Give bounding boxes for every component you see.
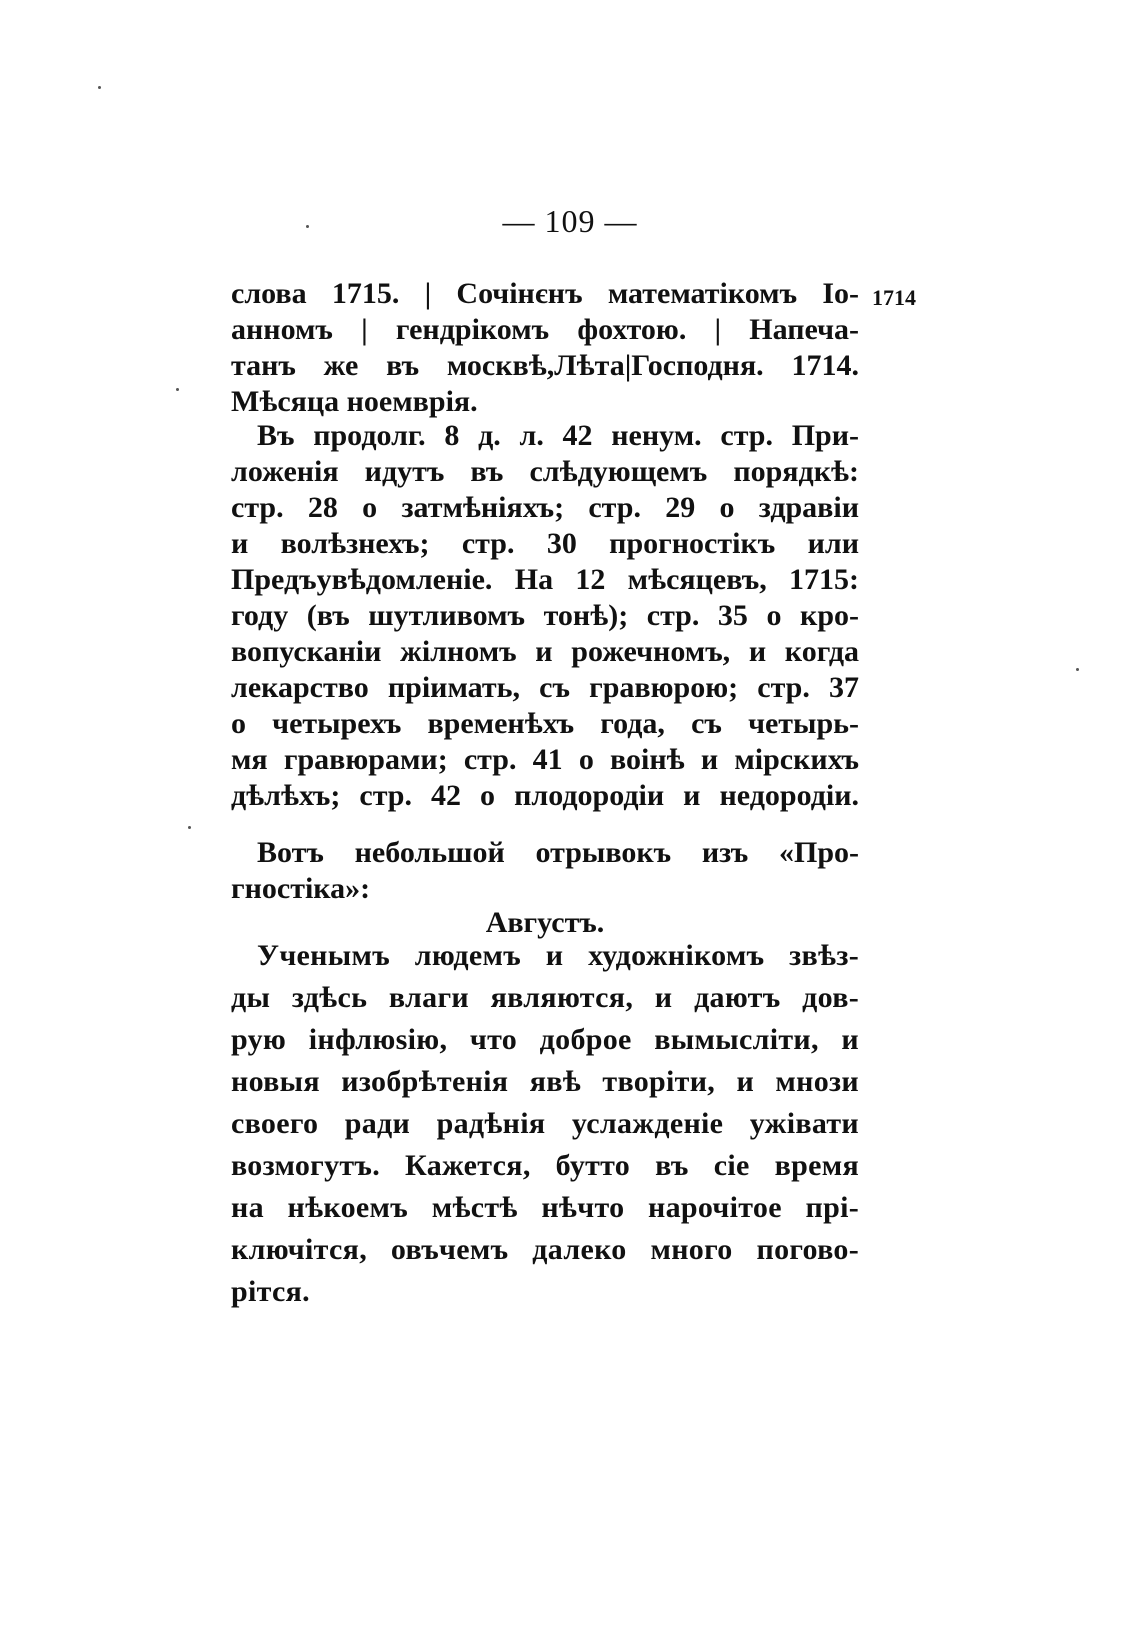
description-line: году (въ шутливомъ тонѣ); стр. 35 о кро-	[231, 599, 859, 632]
description-line: лекарство пріимать, съ гравюрою; стр. 37	[231, 671, 859, 704]
title-entry	[231, 276, 859, 420]
excerpt-line: своего ради радѣнія услажденіе ужівати	[231, 1107, 859, 1140]
excerpt-line: Ученымъ людемъ и художнікомъ звѣз-	[257, 939, 859, 972]
excerpt-line: ключітся, овъчемъ далеко много погово-	[231, 1233, 859, 1266]
excerpt-line: на нѣкоемъ мѣстѣ нѣчто нарочітое прі-	[231, 1191, 859, 1224]
scan-speck	[98, 86, 101, 89]
margin-year-note: 1714	[872, 285, 916, 310]
description-line: о четырехъ временѣхъ года, съ четырь-	[231, 707, 859, 740]
excerpt-heading: Августъ.	[485, 906, 605, 939]
excerpt-line: рую інфлюѕію, что доброе вымысліти, и	[231, 1023, 859, 1056]
description-paragraph	[231, 418, 859, 814]
scan-speck	[176, 388, 179, 391]
excerpt-line: новыя изобрѣтенія явѣ творіти, и мнози	[231, 1065, 859, 1098]
excerpt-line: ды здѣсь влаги являются, и даютъ дов-	[231, 981, 859, 1014]
intro-line: гностіка»:	[231, 872, 371, 905]
scan-speck	[1076, 668, 1079, 671]
excerpt-line: рітся.	[231, 1275, 310, 1308]
title-line: Мѣсяца ноемврія.	[231, 385, 478, 418]
description-line: ложенія идутъ въ слѣдующемъ порядкѣ:	[231, 455, 859, 488]
description-line: мя гравюрами; стр. 41 о воінѣ и мірскихъ	[231, 743, 859, 776]
title-line: слова 1715. | Сочінєнъ математікомъ Іо-	[231, 277, 859, 310]
description-line: стр. 28 о затмѣніяхъ; стр. 29 о здравіи	[231, 491, 859, 524]
description-line: вопусканіи жілномъ и рожечномъ, и когда	[231, 635, 859, 668]
intro-paragraph	[231, 835, 859, 907]
intro-line: Вотъ небольшой отрывокъ изъ «Про-	[257, 836, 859, 869]
scan-speck	[306, 225, 309, 228]
scan-speck	[188, 826, 191, 829]
page-number: — 109 —	[502, 203, 638, 239]
description-line: и волѣзнехъ; стр. 30 прогностікъ или	[231, 527, 859, 560]
title-line: танъ же въ москвѣ,Лѣта|Господня. 1714.	[231, 349, 859, 382]
description-line: Предъувѣдомленіе. На 12 мѣсяцевъ, 1715:	[231, 563, 859, 596]
excerpt-paragraph	[231, 935, 859, 1313]
description-line: Въ продолг. 8 д. л. 42 ненум. стр. При-	[257, 419, 859, 452]
title-line: анномъ | гендрікомъ фохтою. | Напеча-	[231, 313, 859, 346]
description-line: дѣлѣхъ; стр. 42 о плодородіи и недородіи.	[231, 779, 859, 812]
excerpt-line: возмогутъ. Кажется, бутто въ сіе время	[231, 1149, 859, 1182]
